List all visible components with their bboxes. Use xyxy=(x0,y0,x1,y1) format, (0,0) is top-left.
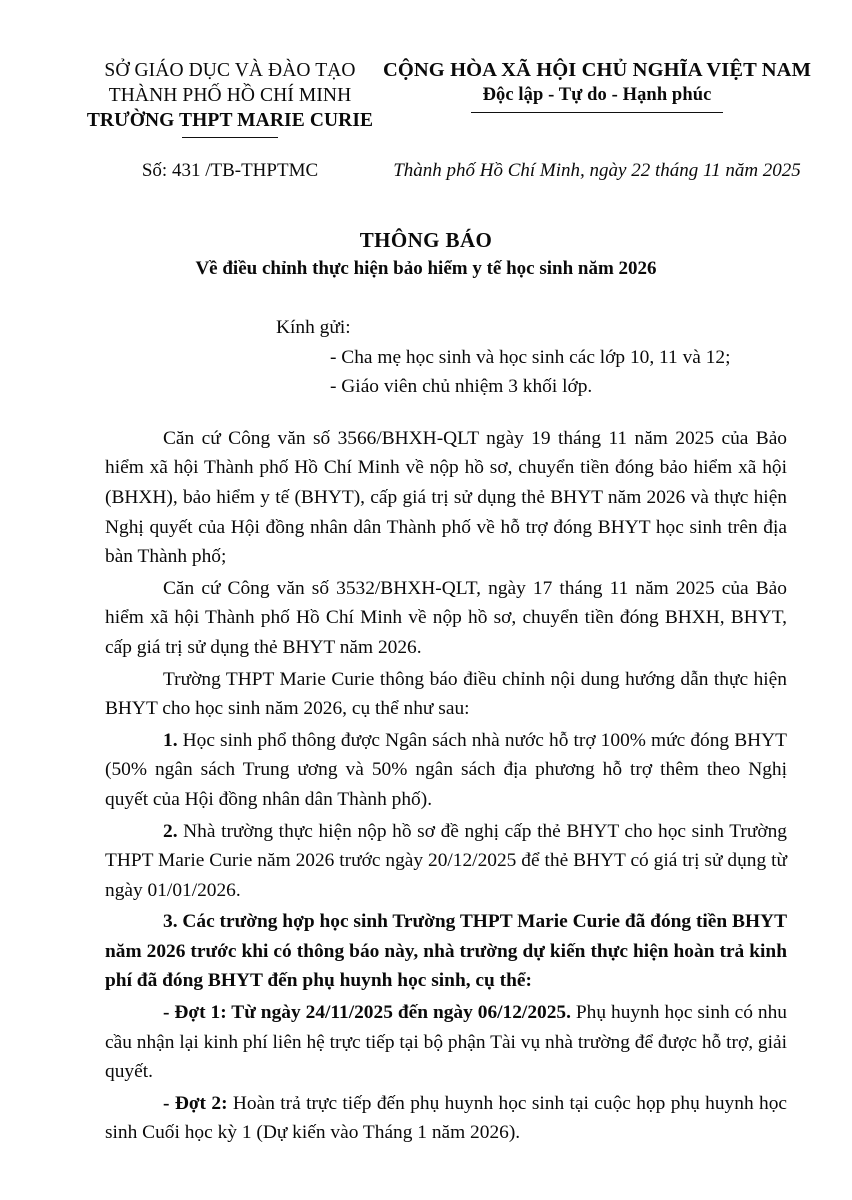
department-line-2: THÀNH PHỐ HỒ CHÍ MINH xyxy=(108,85,352,106)
title-block xyxy=(0,228,852,280)
reference-row xyxy=(0,160,852,182)
place-and-date: Thành phố Hồ Chí Minh, ngày 22 tháng 11 năm 2025 xyxy=(393,160,801,181)
phase-1-text: Phụ huynh học sinh có nhu cầu nhận lại kinh phí liên hệ trực tiếp tại bộ phận Tài vụ nhà trường để được hỗ trợ, giải quyết. xyxy=(105,1002,787,1083)
phase-1-lead: - Đợt 1: Từ ngày 24/11/2025 đến ngày 06/12/2025. xyxy=(163,1002,571,1024)
document-body xyxy=(105,313,787,1148)
document-type-title: THÔNG BÁO xyxy=(359,228,493,252)
item-2 xyxy=(105,817,787,906)
phase-2 xyxy=(105,1089,787,1148)
item-2-number: 2. xyxy=(163,820,178,842)
recipients-label: Kính gửi: xyxy=(276,317,351,338)
phase-2-text: Hoàn trả trực tiếp đến phụ huynh học sinh tại cuộc họp phụ huynh học sinh Cuối học kỳ 1 (Dự kiến vào Tháng 1 năm 2026). xyxy=(105,1092,787,1144)
department-line-1: SỞ GIÁO DỤC VÀ ĐÀO TẠO xyxy=(104,60,356,81)
recipient-item: - Cha mẹ học sinh và học sinh các lớp 10, 11 và 12; xyxy=(330,346,731,368)
issuing-authority-block xyxy=(80,58,380,138)
item-1-text: Học sinh phổ thông được Ngân sách nhà nước hỗ trợ 100% mức đóng BHYT (50% ngân sách Trung ương và 50% ngân sách địa phương hỗ trợ thêm theo Nghị quyết của Hội đồng nhân dân Thành phố). xyxy=(105,729,787,810)
national-title: CỘNG HÒA XÃ HỘI CHỦ NGHĨA VIỆT NAM xyxy=(382,59,812,81)
recipients-block xyxy=(105,313,787,402)
national-motto-underline xyxy=(471,112,723,113)
item-1-number: 1. xyxy=(163,729,178,751)
document-subtitle: Về điều chỉnh thực hiện bảo hiểm y tế học sinh năm 2026 xyxy=(195,258,657,279)
document-header xyxy=(0,58,852,138)
issuing-authority-underline xyxy=(182,137,278,138)
item-2-text: Nhà trường thực hiện nộp hồ sơ đề nghị cấp thẻ BHYT cho học sinh Trường THPT Marie Curie năm 2026 trước ngày 20/12/2025 để thẻ BHYT có giá trị sử dụng từ ngày 01/01/2026. xyxy=(105,820,787,901)
national-heading-block xyxy=(382,58,812,113)
phase-1 xyxy=(105,998,787,1087)
item-1 xyxy=(105,726,787,815)
paragraph-intro: Trường THPT Marie Curie thông báo điều chỉnh nội dung hướng dẫn thực hiện BHYT cho học sinh năm 2026, cụ thể như sau: xyxy=(105,668,787,720)
document-number: Số: 431 /TB-THPTMC xyxy=(141,160,319,181)
paragraph-basis-1: Căn cứ Công văn số 3566/BHXH-QLT ngày 19 tháng 11 năm 2025 của Bảo hiểm xã hội Thành phố Hồ Chí Minh về nộp hồ sơ, chuyển tiền đóng bảo hiểm xã hội (BHXH), bảo hiểm y tế (BHYT), cấp giá trị sử dụng thẻ BHYT năm 2026 và thực hiện Nghị quyết của Hội đồng nhân dân Thành phố về hỗ trợ đóng BHYT học sinh trên địa bàn Thành phố; xyxy=(105,427,787,568)
school-name: TRƯỜNG THPT MARIE CURIE xyxy=(86,110,374,131)
recipient-item: - Giáo viên chủ nhiệm 3 khối lớp. xyxy=(330,376,593,398)
national-motto: Độc lập - Tự do - Hạnh phúc xyxy=(482,85,712,105)
paragraph-basis-2: Căn cứ Công văn số 3532/BHXH-QLT, ngày 17 tháng 11 năm 2025 của Bảo hiểm xã hội Thành phố Hồ Chí Minh về nộp hồ sơ, chuyển tiền đóng BHXH, BHYT, cấp giá trị sử dụng thẻ BHYT năm 2026. xyxy=(105,577,787,658)
phase-2-lead: - Đợt 2: xyxy=(163,1092,228,1114)
item-3: 3. Các trường hợp học sinh Trường THPT Marie Curie đã đóng tiền BHYT năm 2026 trước khi có thông báo này, nhà trường dự kiến thực hiện hoàn trả kinh phí đã đóng BHYT đến phụ huynh học sinh, cụ thể: xyxy=(105,911,787,992)
